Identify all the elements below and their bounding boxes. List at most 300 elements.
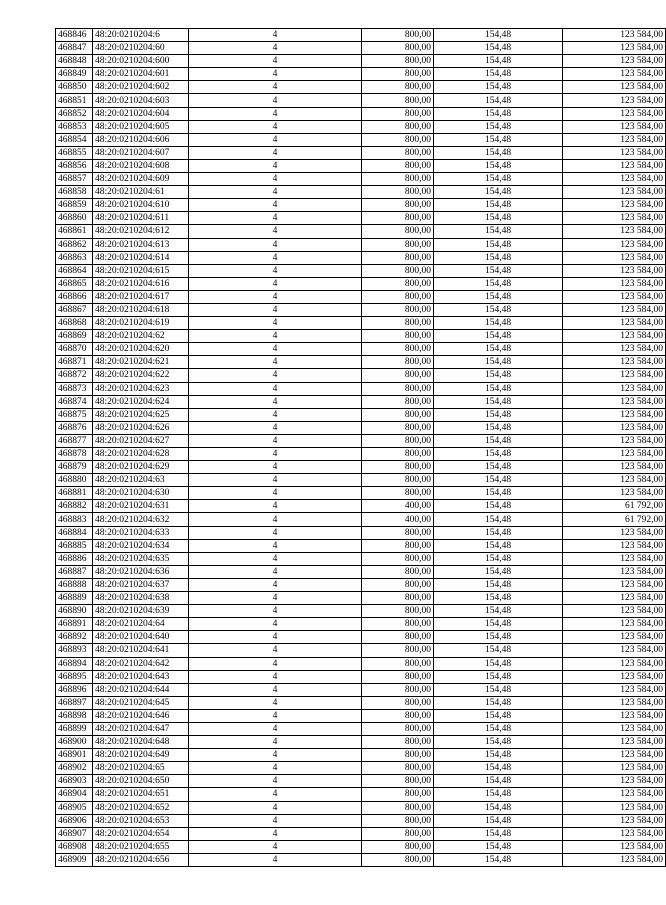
value-cell: 123 584,00: [563, 369, 666, 382]
area-cell: 800,00: [362, 618, 434, 631]
category-code-cell: 4: [189, 264, 362, 277]
rate-cell: 154,48: [434, 631, 563, 644]
cadastral-number-cell: 48:20:0210204:65: [93, 762, 189, 775]
rate-cell: 154,48: [434, 146, 563, 159]
cadastral-number-cell: 48:20:0210204:604: [93, 107, 189, 120]
table-row: [56, 539, 666, 552]
table-row: [56, 775, 666, 788]
cadastral-number-cell: 48:20:0210204:643: [93, 670, 189, 683]
table-row: [56, 749, 666, 762]
category-code-cell: 4: [189, 68, 362, 81]
category-code-cell: 4: [189, 225, 362, 238]
category-code-cell: 4: [189, 146, 362, 159]
area-cell: 800,00: [362, 487, 434, 500]
table-row: [56, 853, 666, 866]
table-row: [56, 670, 666, 683]
category-code-cell: 4: [189, 173, 362, 186]
value-cell: 123 584,00: [563, 94, 666, 107]
value-cell: 123 584,00: [563, 303, 666, 316]
rate-cell: 154,48: [434, 696, 563, 709]
area-cell: 800,00: [362, 736, 434, 749]
value-cell: 123 584,00: [563, 762, 666, 775]
category-code-cell: 4: [189, 578, 362, 591]
area-cell: 800,00: [362, 814, 434, 827]
value-cell: 123 584,00: [563, 277, 666, 290]
category-code-cell: 4: [189, 382, 362, 395]
table-row: [56, 290, 666, 303]
cadastral-number-cell: 48:20:0210204:649: [93, 749, 189, 762]
category-code-cell: 4: [189, 29, 362, 42]
table-row: [56, 238, 666, 251]
table-row: [56, 814, 666, 827]
table-row: [56, 657, 666, 670]
area-cell: 800,00: [362, 251, 434, 264]
table-row: [56, 736, 666, 749]
rate-cell: 154,48: [434, 159, 563, 172]
record-number-cell: 468861: [56, 225, 93, 238]
rate-cell: 154,48: [434, 173, 563, 186]
category-code-cell: 4: [189, 565, 362, 578]
record-number-cell: 468906: [56, 814, 93, 827]
record-number-cell: 468890: [56, 605, 93, 618]
cadastral-number-cell: 48:20:0210204:606: [93, 133, 189, 146]
area-cell: 800,00: [362, 762, 434, 775]
area-cell: 800,00: [362, 461, 434, 474]
value-cell: 123 584,00: [563, 631, 666, 644]
area-cell: 800,00: [362, 592, 434, 605]
cadastral-number-cell: 48:20:0210204:614: [93, 251, 189, 264]
value-cell: 123 584,00: [563, 775, 666, 788]
category-code-cell: 4: [189, 500, 362, 513]
record-number-cell: 468900: [56, 736, 93, 749]
table-row: [56, 186, 666, 199]
cadastral-number-cell: 48:20:0210204:651: [93, 788, 189, 801]
value-cell: 123 584,00: [563, 55, 666, 68]
value-cell: 123 584,00: [563, 448, 666, 461]
rate-cell: 154,48: [434, 736, 563, 749]
area-cell: 800,00: [362, 382, 434, 395]
area-cell: 800,00: [362, 238, 434, 251]
cadastral-number-cell: 48:20:0210204:623: [93, 382, 189, 395]
rate-cell: 154,48: [434, 578, 563, 591]
value-cell: 123 584,00: [563, 421, 666, 434]
value-cell: 123 584,00: [563, 133, 666, 146]
category-code-cell: 4: [189, 605, 362, 618]
area-cell: 800,00: [362, 395, 434, 408]
record-number-cell: 468887: [56, 565, 93, 578]
rate-cell: 154,48: [434, 461, 563, 474]
category-code-cell: 4: [189, 421, 362, 434]
area-cell: 800,00: [362, 55, 434, 68]
table-row: [56, 434, 666, 447]
area-cell: 800,00: [362, 565, 434, 578]
value-cell: 123 584,00: [563, 526, 666, 539]
cadastral-number-cell: 48:20:0210204:622: [93, 369, 189, 382]
rate-cell: 154,48: [434, 840, 563, 853]
area-cell: 800,00: [362, 120, 434, 133]
cadastral-number-cell: 48:20:0210204:60: [93, 42, 189, 55]
table-row: [56, 264, 666, 277]
table-row: [56, 461, 666, 474]
table-row: [56, 696, 666, 709]
registry-table: [55, 28, 666, 867]
category-code-cell: 4: [189, 539, 362, 552]
value-cell: 123 584,00: [563, 225, 666, 238]
record-number-cell: 468899: [56, 722, 93, 735]
table-row: [56, 408, 666, 421]
area-cell: 800,00: [362, 539, 434, 552]
value-cell: 123 584,00: [563, 644, 666, 657]
cadastral-number-cell: 48:20:0210204:656: [93, 853, 189, 866]
value-cell: 123 584,00: [563, 68, 666, 81]
rate-cell: 154,48: [434, 552, 563, 565]
table-row: [56, 120, 666, 133]
category-code-cell: 4: [189, 709, 362, 722]
cadastral-number-cell: 48:20:0210204:610: [93, 199, 189, 212]
value-cell: 123 584,00: [563, 605, 666, 618]
rate-cell: 154,48: [434, 264, 563, 277]
value-cell: 61 792,00: [563, 513, 666, 526]
category-code-cell: 4: [189, 801, 362, 814]
cadastral-number-cell: 48:20:0210204:615: [93, 264, 189, 277]
category-code-cell: 4: [189, 840, 362, 853]
rate-cell: 154,48: [434, 356, 563, 369]
record-number-cell: 468882: [56, 500, 93, 513]
value-cell: 123 584,00: [563, 709, 666, 722]
registry-table-body: [56, 29, 666, 867]
value-cell: 123 584,00: [563, 343, 666, 356]
cadastral-number-cell: 48:20:0210204:609: [93, 173, 189, 186]
category-code-cell: 4: [189, 788, 362, 801]
record-number-cell: 468898: [56, 709, 93, 722]
cadastral-number-cell: 48:20:0210204:650: [93, 775, 189, 788]
category-code-cell: 4: [189, 159, 362, 172]
record-number-cell: 468876: [56, 421, 93, 434]
cadastral-number-cell: 48:20:0210204:621: [93, 356, 189, 369]
category-code-cell: 4: [189, 290, 362, 303]
rate-cell: 154,48: [434, 408, 563, 421]
area-cell: 800,00: [362, 434, 434, 447]
category-code-cell: 4: [189, 212, 362, 225]
rate-cell: 154,48: [434, 251, 563, 264]
value-cell: 123 584,00: [563, 434, 666, 447]
value-cell: 123 584,00: [563, 853, 666, 866]
value-cell: 123 584,00: [563, 552, 666, 565]
category-code-cell: 4: [189, 448, 362, 461]
value-cell: 123 584,00: [563, 186, 666, 199]
table-row: [56, 421, 666, 434]
area-cell: 800,00: [362, 644, 434, 657]
category-code-cell: 4: [189, 120, 362, 133]
category-code-cell: 4: [189, 55, 362, 68]
value-cell: 123 584,00: [563, 474, 666, 487]
table-row: [56, 133, 666, 146]
area-cell: 800,00: [362, 356, 434, 369]
record-number-cell: 468883: [56, 513, 93, 526]
record-number-cell: 468889: [56, 592, 93, 605]
rate-cell: 154,48: [434, 539, 563, 552]
table-row: [56, 251, 666, 264]
category-code-cell: 4: [189, 251, 362, 264]
rate-cell: 154,48: [434, 749, 563, 762]
rate-cell: 154,48: [434, 487, 563, 500]
table-row: [56, 146, 666, 159]
rate-cell: 154,48: [434, 199, 563, 212]
table-row: [56, 565, 666, 578]
area-cell: 800,00: [362, 369, 434, 382]
value-cell: 123 584,00: [563, 356, 666, 369]
category-code-cell: 4: [189, 474, 362, 487]
area-cell: 800,00: [362, 552, 434, 565]
area-cell: 800,00: [362, 631, 434, 644]
category-code-cell: 4: [189, 526, 362, 539]
cadastral-number-cell: 48:20:0210204:602: [93, 81, 189, 94]
rate-cell: 154,48: [434, 290, 563, 303]
record-number-cell: 468848: [56, 55, 93, 68]
cadastral-number-cell: 48:20:0210204:64: [93, 618, 189, 631]
area-cell: 800,00: [362, 722, 434, 735]
table-row: [56, 277, 666, 290]
record-number-cell: 468863: [56, 251, 93, 264]
area-cell: 400,00: [362, 513, 434, 526]
rate-cell: 154,48: [434, 382, 563, 395]
table-row: [56, 199, 666, 212]
value-cell: 123 584,00: [563, 42, 666, 55]
category-code-cell: 4: [189, 238, 362, 251]
value-cell: 123 584,00: [563, 827, 666, 840]
record-number-cell: 468909: [56, 853, 93, 866]
category-code-cell: 4: [189, 762, 362, 775]
category-code-cell: 4: [189, 696, 362, 709]
area-cell: 800,00: [362, 107, 434, 120]
rate-cell: 154,48: [434, 343, 563, 356]
area-cell: 800,00: [362, 317, 434, 330]
rate-cell: 154,48: [434, 670, 563, 683]
table-row: [56, 722, 666, 735]
table-row: [56, 330, 666, 343]
record-number-cell: 468904: [56, 788, 93, 801]
value-cell: 123 584,00: [563, 408, 666, 421]
rate-cell: 154,48: [434, 212, 563, 225]
cadastral-number-cell: 48:20:0210204:640: [93, 631, 189, 644]
cadastral-number-cell: 48:20:0210204:608: [93, 159, 189, 172]
value-cell: 123 584,00: [563, 788, 666, 801]
cadastral-number-cell: 48:20:0210204:644: [93, 683, 189, 696]
cadastral-number-cell: 48:20:0210204:631: [93, 500, 189, 513]
value-cell: 123 584,00: [563, 395, 666, 408]
record-number-cell: 468870: [56, 343, 93, 356]
rate-cell: 154,48: [434, 42, 563, 55]
table-row: [56, 500, 666, 513]
area-cell: 800,00: [362, 303, 434, 316]
category-code-cell: 4: [189, 749, 362, 762]
value-cell: 123 584,00: [563, 487, 666, 500]
cadastral-number-cell: 48:20:0210204:639: [93, 605, 189, 618]
area-cell: 800,00: [362, 788, 434, 801]
record-number-cell: 468865: [56, 277, 93, 290]
area-cell: 800,00: [362, 801, 434, 814]
value-cell: 123 584,00: [563, 81, 666, 94]
category-code-cell: 4: [189, 736, 362, 749]
record-number-cell: 468877: [56, 434, 93, 447]
record-number-cell: 468867: [56, 303, 93, 316]
cadastral-number-cell: 48:20:0210204:645: [93, 696, 189, 709]
area-cell: 800,00: [362, 474, 434, 487]
table-row: [56, 709, 666, 722]
rate-cell: 154,48: [434, 448, 563, 461]
rate-cell: 154,48: [434, 565, 563, 578]
table-row: [56, 173, 666, 186]
area-cell: 800,00: [362, 290, 434, 303]
value-cell: 123 584,00: [563, 159, 666, 172]
cadastral-number-cell: 48:20:0210204:648: [93, 736, 189, 749]
area-cell: 800,00: [362, 225, 434, 238]
category-code-cell: 4: [189, 199, 362, 212]
cadastral-number-cell: 48:20:0210204:653: [93, 814, 189, 827]
table-row: [56, 592, 666, 605]
cadastral-number-cell: 48:20:0210204:630: [93, 487, 189, 500]
category-code-cell: 4: [189, 513, 362, 526]
category-code-cell: 4: [189, 775, 362, 788]
category-code-cell: 4: [189, 317, 362, 330]
cadastral-number-cell: 48:20:0210204:627: [93, 434, 189, 447]
area-cell: 800,00: [362, 199, 434, 212]
category-code-cell: 4: [189, 683, 362, 696]
value-cell: 123 584,00: [563, 801, 666, 814]
record-number-cell: 468851: [56, 94, 93, 107]
cadastral-number-cell: 48:20:0210204:628: [93, 448, 189, 461]
cadastral-number-cell: 48:20:0210204:601: [93, 68, 189, 81]
table-row: [56, 317, 666, 330]
rate-cell: 154,48: [434, 474, 563, 487]
value-cell: 123 584,00: [563, 107, 666, 120]
value-cell: 123 584,00: [563, 683, 666, 696]
record-number-cell: 468850: [56, 81, 93, 94]
record-number-cell: 468896: [56, 683, 93, 696]
area-cell: 800,00: [362, 421, 434, 434]
area-cell: 800,00: [362, 29, 434, 42]
record-number-cell: 468903: [56, 775, 93, 788]
record-number-cell: 468871: [56, 356, 93, 369]
rate-cell: 154,48: [434, 853, 563, 866]
cadastral-number-cell: 48:20:0210204:629: [93, 461, 189, 474]
cadastral-number-cell: 48:20:0210204:620: [93, 343, 189, 356]
rate-cell: 154,48: [434, 775, 563, 788]
cadastral-number-cell: 48:20:0210204:636: [93, 565, 189, 578]
area-cell: 800,00: [362, 133, 434, 146]
table-row: [56, 801, 666, 814]
record-number-cell: 468859: [56, 199, 93, 212]
rate-cell: 154,48: [434, 683, 563, 696]
category-code-cell: 4: [189, 631, 362, 644]
area-cell: 800,00: [362, 94, 434, 107]
cadastral-number-cell: 48:20:0210204:612: [93, 225, 189, 238]
record-number-cell: 468860: [56, 212, 93, 225]
value-cell: 123 584,00: [563, 696, 666, 709]
cadastral-number-cell: 48:20:0210204:652: [93, 801, 189, 814]
record-number-cell: 468878: [56, 448, 93, 461]
value-cell: 123 584,00: [563, 736, 666, 749]
cadastral-number-cell: 48:20:0210204:633: [93, 526, 189, 539]
rate-cell: 154,48: [434, 657, 563, 670]
rate-cell: 154,48: [434, 814, 563, 827]
value-cell: 123 584,00: [563, 840, 666, 853]
record-number-cell: 468854: [56, 133, 93, 146]
table-row: [56, 526, 666, 539]
area-cell: 800,00: [362, 408, 434, 421]
value-cell: 123 584,00: [563, 461, 666, 474]
table-row: [56, 382, 666, 395]
table-row: [56, 644, 666, 657]
table-row: [56, 605, 666, 618]
category-code-cell: 4: [189, 592, 362, 605]
rate-cell: 154,48: [434, 68, 563, 81]
category-code-cell: 4: [189, 670, 362, 683]
value-cell: 123 584,00: [563, 657, 666, 670]
record-number-cell: 468893: [56, 644, 93, 657]
record-number-cell: 468849: [56, 68, 93, 81]
record-number-cell: 468866: [56, 290, 93, 303]
record-number-cell: 468880: [56, 474, 93, 487]
rate-cell: 154,48: [434, 94, 563, 107]
area-cell: 800,00: [362, 212, 434, 225]
table-row: [56, 578, 666, 591]
area-cell: 800,00: [362, 827, 434, 840]
category-code-cell: 4: [189, 814, 362, 827]
area-cell: 800,00: [362, 146, 434, 159]
area-cell: 800,00: [362, 81, 434, 94]
rate-cell: 154,48: [434, 762, 563, 775]
cadastral-number-cell: 48:20:0210204:616: [93, 277, 189, 290]
area-cell: 800,00: [362, 853, 434, 866]
record-number-cell: 468868: [56, 317, 93, 330]
table-row: [56, 513, 666, 526]
category-code-cell: 4: [189, 657, 362, 670]
record-number-cell: 468884: [56, 526, 93, 539]
rate-cell: 154,48: [434, 434, 563, 447]
value-cell: 123 584,00: [563, 212, 666, 225]
value-cell: 61 792,00: [563, 500, 666, 513]
category-code-cell: 4: [189, 552, 362, 565]
record-number-cell: 468905: [56, 801, 93, 814]
area-cell: 800,00: [362, 605, 434, 618]
category-code-cell: 4: [189, 618, 362, 631]
value-cell: 123 584,00: [563, 618, 666, 631]
cadastral-number-cell: 48:20:0210204:646: [93, 709, 189, 722]
area-cell: 800,00: [362, 709, 434, 722]
record-number-cell: 468857: [56, 173, 93, 186]
category-code-cell: 4: [189, 722, 362, 735]
cadastral-number-cell: 48:20:0210204:611: [93, 212, 189, 225]
value-cell: 123 584,00: [563, 146, 666, 159]
category-code-cell: 4: [189, 356, 362, 369]
value-cell: 123 584,00: [563, 238, 666, 251]
category-code-cell: 4: [189, 107, 362, 120]
category-code-cell: 4: [189, 133, 362, 146]
area-cell: 800,00: [362, 775, 434, 788]
table-row: [56, 840, 666, 853]
record-number-cell: 468881: [56, 487, 93, 500]
value-cell: 123 584,00: [563, 565, 666, 578]
table-row: [56, 683, 666, 696]
area-cell: 800,00: [362, 578, 434, 591]
cadastral-number-cell: 48:20:0210204:634: [93, 539, 189, 552]
cadastral-number-cell: 48:20:0210204:619: [93, 317, 189, 330]
record-number-cell: 468892: [56, 631, 93, 644]
cadastral-number-cell: 48:20:0210204:618: [93, 303, 189, 316]
table-row: [56, 369, 666, 382]
rate-cell: 154,48: [434, 120, 563, 133]
